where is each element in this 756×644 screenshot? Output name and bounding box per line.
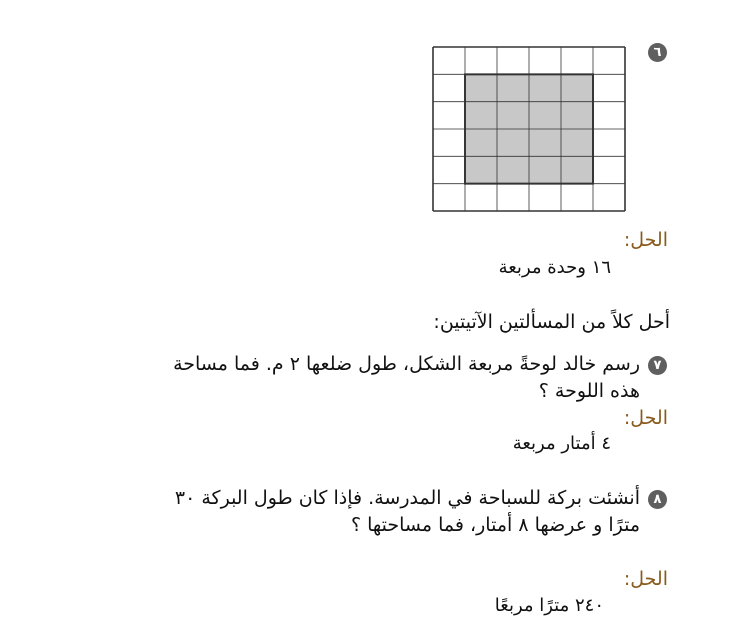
area-grid-figure <box>432 46 626 212</box>
q8-text-line1: أنشئت بركة للسباحة في المدرسة. فإذا كان طول البركة ٣٠ <box>174 487 640 509</box>
q6-answer: ١٦ وحدة مربعة <box>498 257 611 278</box>
q8-answer: ٢٤٠ مترًا مربعًا <box>494 595 604 616</box>
q7-text-line2: هذه اللوحة ؟ <box>538 380 640 402</box>
question-number-7: ٧ <box>648 356 667 375</box>
q6-solution-label: الحل: <box>623 229 668 251</box>
q7-answer: ٤ أمتار مربعة <box>512 433 611 454</box>
q7-text-line1: رسم خالد لوحةً مربعة الشكل، طول ضلعها ٢ م. فما مساحة <box>173 353 640 375</box>
question-number-6: ٦ <box>648 43 667 62</box>
q7-solution-label: الحل: <box>623 407 668 429</box>
q8-solution-label: الحل: <box>623 568 668 590</box>
instruction-text: أحل كلاً من المسألتين الآتيتين: <box>433 311 670 333</box>
question-number-8: ٨ <box>648 490 667 509</box>
q8-text-line2: مترًا و عرضها ٨ أمتار، فما مساحتها ؟ <box>350 514 640 536</box>
